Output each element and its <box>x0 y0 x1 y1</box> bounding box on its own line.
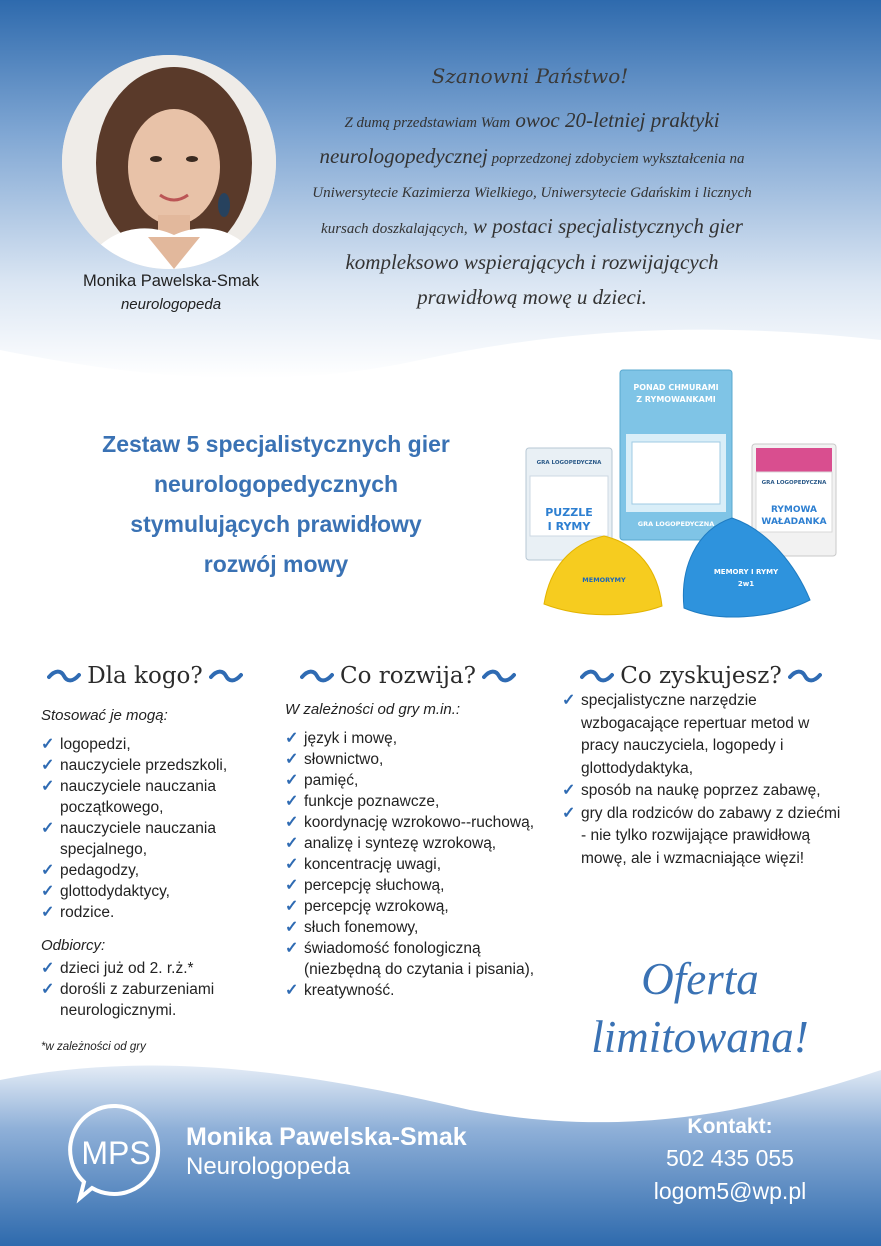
list-item <box>285 875 535 896</box>
logo-text: MPS <box>81 1135 151 1171</box>
check-icon: ✓ <box>285 835 299 852</box>
list-item <box>285 980 535 1001</box>
list-item-text: słuch fonemowy, <box>304 919 419 936</box>
intro-text-emphasis: owoc 20-letniej praktyki <box>510 108 720 132</box>
list-item-text: pamięć, <box>304 772 359 789</box>
offer-line: limitowana! <box>591 1012 809 1062</box>
brand-name: Monika Pawelska-Smak <box>186 1123 467 1151</box>
heading-text: Co rozwija? <box>340 663 476 689</box>
intro-text-emphasis: w postaci specjalistycznych gier <box>467 214 743 238</box>
list-item <box>285 728 535 749</box>
check-icon: ✓ <box>41 904 55 921</box>
headline <box>60 424 492 584</box>
column-benefits <box>562 690 847 870</box>
list-item <box>41 881 266 902</box>
contact-phone[interactable]: 502 435 055 <box>666 1145 794 1171</box>
check-icon: ✓ <box>285 793 299 810</box>
headline-line: rozwój mowy <box>203 551 349 577</box>
check-icon: ✓ <box>41 862 55 879</box>
check-icon: ✓ <box>41 757 55 774</box>
left-box-top: GRA LOGOPEDYCZNA <box>536 460 602 466</box>
check-icon: ✓ <box>285 730 299 747</box>
check-icon: ✓ <box>562 692 576 709</box>
check-icon: ✓ <box>285 940 299 957</box>
intro-text: poprzedzonej zdobyciem wykształcenia na <box>487 151 745 167</box>
contact-label: Kontakt: <box>687 1115 773 1138</box>
list-item <box>41 776 266 818</box>
list-item <box>41 860 266 881</box>
list-item-text: logopedzi, <box>60 736 131 753</box>
users-label: Stosować je mogą: <box>41 707 168 724</box>
check-icon: ✓ <box>562 804 576 822</box>
heading-text: Dla kogo? <box>87 663 203 689</box>
check-icon: ✓ <box>41 820 55 837</box>
list-item <box>285 833 535 854</box>
author-name: Monika Pawelska-Smak <box>82 272 260 290</box>
check-icon: ✓ <box>285 919 299 936</box>
check-icon: ✓ <box>41 778 55 795</box>
wave-icon <box>580 669 614 683</box>
list-item-text: koordynację wzrokowo--ruchową, <box>304 814 535 831</box>
greeting: Szanowni Państwo! <box>431 64 629 88</box>
list-item-text: analizę i syntezę wzrokową, <box>304 835 497 852</box>
list-item-text: nauczyciele nauczania specjalnego, <box>60 820 216 858</box>
intro-paragraph <box>282 104 782 316</box>
check-icon: ✓ <box>285 877 299 894</box>
list-item <box>285 938 535 980</box>
list-item-text: percepcję słuchową, <box>304 877 445 894</box>
blue-bag-label-2: 2w1 <box>737 580 755 588</box>
list-item <box>285 854 535 875</box>
wave-icon <box>788 669 822 683</box>
list-item-text: rodzice. <box>60 904 115 921</box>
heading-develops <box>292 658 524 694</box>
list-item-text: świadomość fonologiczną (niezbędną do czytania i pisania), <box>304 940 535 978</box>
check-icon: ✓ <box>562 782 576 799</box>
list-item-text: specjalistyczne narzędzie wzbogacające repertuar metod w pracy nauczyciela, logopedy i glottodydaktyka, <box>581 692 810 777</box>
footnote: *w zależności od gry <box>41 1041 146 1053</box>
check-icon: ✓ <box>285 982 299 999</box>
list-item-text: słownictwo, <box>304 751 384 768</box>
heading-for-whom <box>30 658 260 694</box>
list-item-text: kreatywność. <box>304 982 395 999</box>
list-item-text: gry dla rodziców do zabawy z dziećmi - nie tylko rozwijające prawidłową mowę, ale i wzmacniające więzi! <box>581 804 841 867</box>
list-item-text: percepcję wzrokową, <box>304 898 449 915</box>
check-icon: ✓ <box>285 814 299 831</box>
list-item <box>562 780 847 803</box>
box-title-1: PONAD CHMURAMI <box>633 383 719 392</box>
author-portrait <box>62 55 276 269</box>
contact-email[interactable]: logom5@wp.pl <box>653 1178 807 1204</box>
intro-text: kursach doszkalających, <box>321 221 468 237</box>
intro-text-emphasis: prawidłową mowę u dzieci. <box>417 285 647 309</box>
list-item <box>41 958 266 979</box>
limited-offer <box>570 950 830 1066</box>
check-icon: ✓ <box>41 960 55 977</box>
list-item <box>41 734 266 755</box>
intro-text: Uniwersytecie Kazimierza Wielkiego, Uniwersytecie Gdańskim i licznych <box>312 185 752 201</box>
blue-bag-label-1: MEMORY I RYMY <box>713 568 779 576</box>
list-item-text: sposób na naukę poprzez zabawę, <box>581 782 821 799</box>
mps-logo <box>62 1098 170 1206</box>
yellow-bag-label: MEMORYMY <box>582 576 626 584</box>
right-box-name-1: RYMOWA <box>770 505 818 515</box>
check-icon: ✓ <box>285 898 299 915</box>
offer-line: Oferta <box>641 954 759 1004</box>
heading-text: Co zyskujesz? <box>620 663 782 689</box>
left-box-name-2: I RYMY <box>547 520 591 533</box>
list-item <box>285 791 535 812</box>
right-box-name-2: WAŁADANKA <box>761 517 827 527</box>
list-item <box>562 690 847 780</box>
list-item <box>41 979 266 1021</box>
list-item-text: dzieci już od 2. r.ż.* <box>60 960 194 977</box>
heading-benefits <box>570 658 832 694</box>
list-item <box>562 803 847 871</box>
check-icon: ✓ <box>41 883 55 900</box>
list-item-text: nauczyciele przedszkoli, <box>60 757 228 774</box>
intro-text: Z dumą przedstawiam Wam <box>344 115 511 131</box>
list-item-text: koncentrację uwagi, <box>304 856 441 873</box>
check-icon: ✓ <box>285 751 299 768</box>
check-icon: ✓ <box>285 856 299 873</box>
list-item-text: pedagodzy, <box>60 862 139 879</box>
check-icon: ✓ <box>41 981 55 998</box>
check-icon: ✓ <box>41 736 55 753</box>
column-develops <box>285 699 535 1001</box>
wave-icon <box>300 669 334 683</box>
list-item <box>285 749 535 770</box>
list-item-text: funkcje poznawcze, <box>304 793 440 810</box>
list-item-text: nauczyciele nauczania początkowego, <box>60 778 216 816</box>
develops-label: W zależności od gry m.in.: <box>285 701 461 718</box>
list-item <box>41 755 266 776</box>
box-title-2: Z RYMOWANKAMI <box>636 395 716 404</box>
author-role: neurologopeda <box>120 296 222 313</box>
list-item <box>285 770 535 791</box>
list-item <box>41 902 266 923</box>
recipients-label: Odbiorcy: <box>41 937 106 954</box>
list-item <box>285 812 535 833</box>
headline-line: Zestaw 5 specjalistycznych gier <box>102 431 450 457</box>
check-icon: ✓ <box>285 772 299 789</box>
left-box-name-1: PUZZLE <box>545 506 593 519</box>
list-item <box>285 917 535 938</box>
brand-role: Neurologopeda <box>186 1153 351 1180</box>
list-item-text: język i mowę, <box>304 730 398 747</box>
list-item-text: glottodydaktycy, <box>60 883 170 900</box>
intro-text-emphasis: kompleksowo wspierających i rozwijających <box>345 250 719 274</box>
list-item <box>41 818 266 860</box>
list-item <box>285 896 535 917</box>
box-subtitle: GRA LOGOPEDYCZNA <box>637 520 715 528</box>
wave-icon <box>209 669 243 683</box>
list-item-text: dorośli z zaburzeniami neurologicznymi. <box>60 981 215 1019</box>
products-image <box>520 368 840 630</box>
contact-block <box>620 1115 840 1205</box>
column-for-whom <box>41 705 266 1058</box>
wave-icon <box>482 669 516 683</box>
right-box-top: GRA LOGOPEDYCZNA <box>761 480 827 486</box>
wave-icon <box>47 669 81 683</box>
headline-line: stymulujących prawidłowy <box>130 511 422 537</box>
intro-text-emphasis: neurologopedycznej <box>319 144 488 168</box>
headline-line: neurologopedycznych <box>153 471 399 497</box>
